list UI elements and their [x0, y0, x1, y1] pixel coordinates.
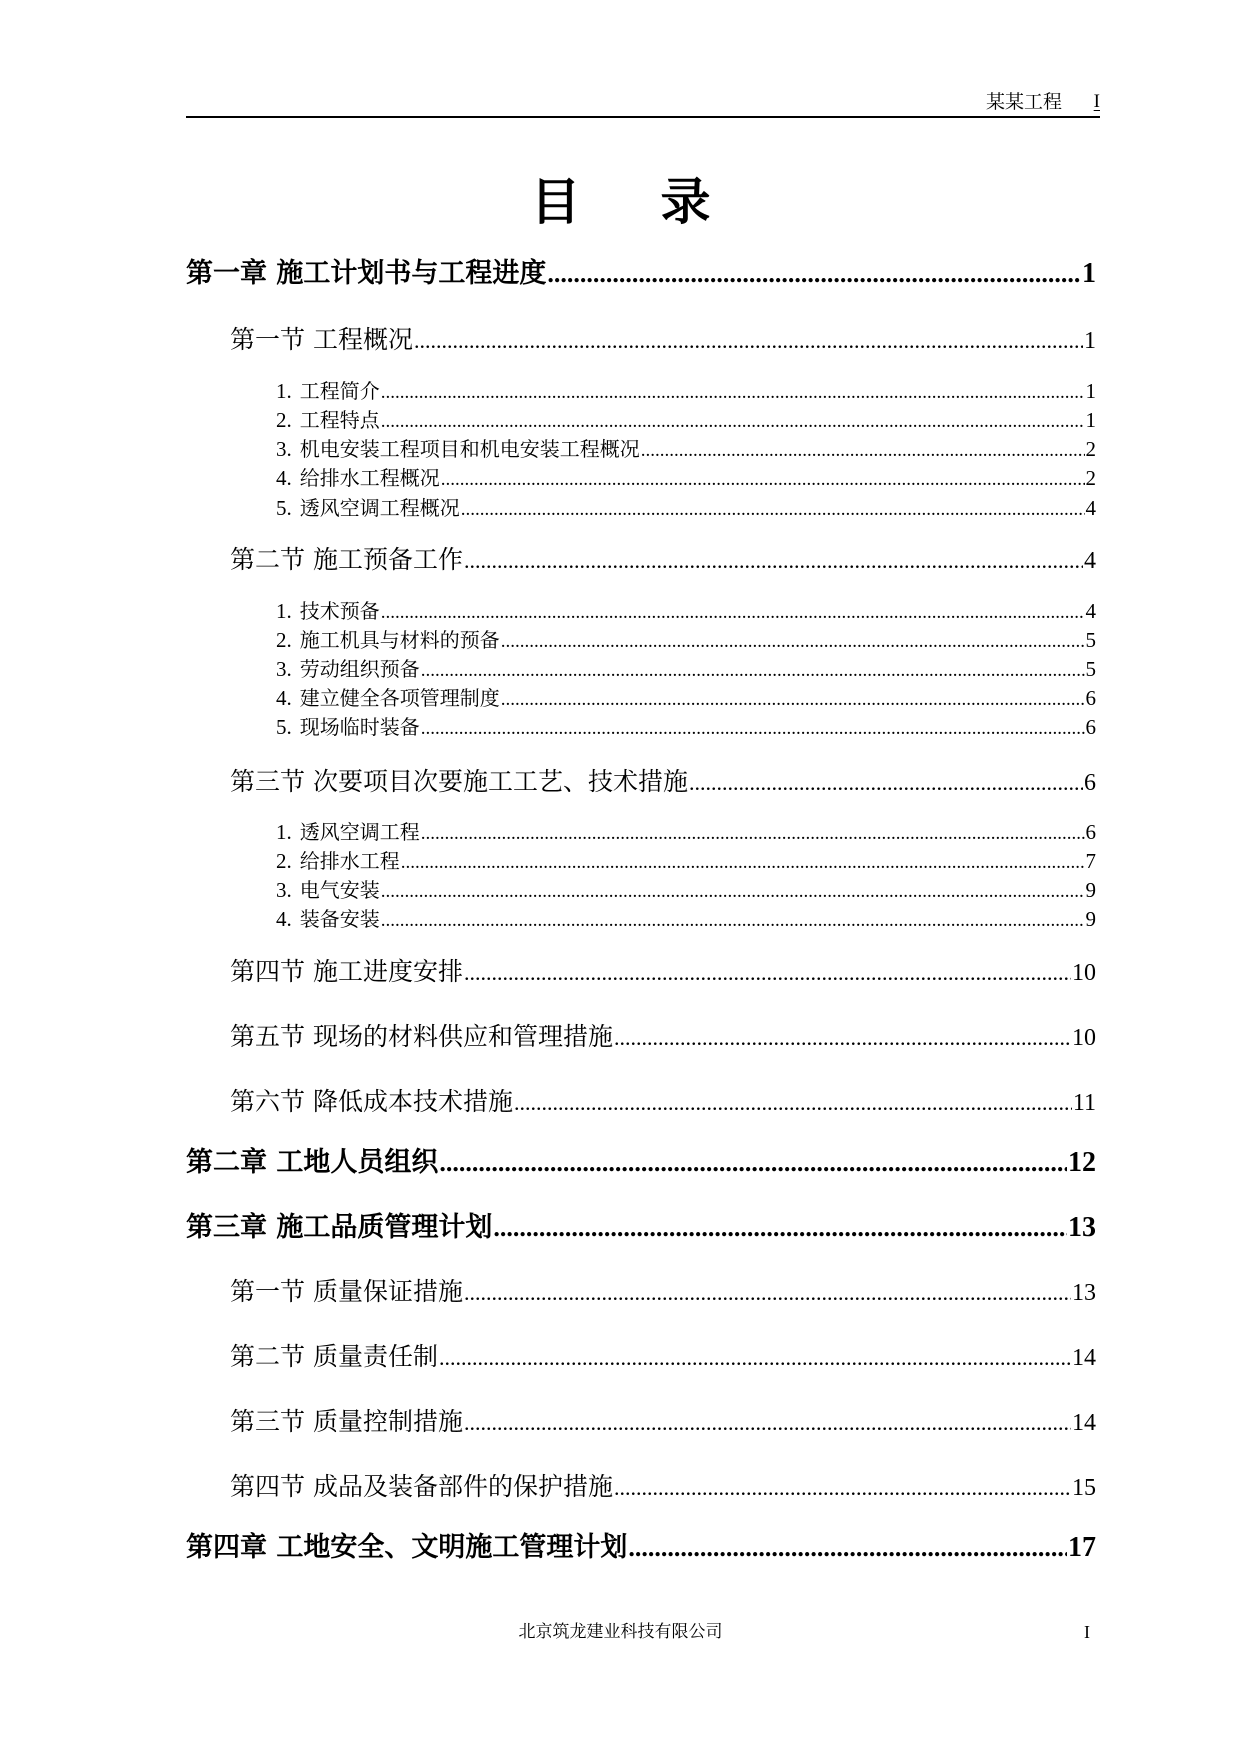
toc-entry-page-number: 12	[1068, 1147, 1096, 1178]
toc-entry-level-2[interactable]	[230, 1020, 1096, 1055]
toc-entry-page-number: 5	[1085, 657, 1096, 681]
toc-entry-label	[230, 1340, 438, 1374]
toc-entry-number: 5.	[276, 715, 292, 739]
toc-entry-text: 第三节 次要项目次要施工工艺、技术措施	[230, 767, 688, 796]
toc-entry-label	[276, 847, 400, 875]
toc-entry-text: 透风空调工程概况	[299, 496, 460, 520]
toc-entry-level-3[interactable]	[276, 406, 1096, 436]
toc-entry-text: 第三节 质量控制措施	[230, 1407, 463, 1436]
toc-dot-leader	[614, 1021, 1071, 1055]
toc-dot-leader	[421, 657, 1085, 685]
toc-dot-leader	[464, 1276, 1071, 1310]
toc-entry-level-3[interactable]	[276, 464, 1096, 494]
toc-entry-level-3[interactable]	[276, 876, 1096, 906]
header-page-number: I	[1093, 91, 1100, 112]
toc-dot-leader	[439, 1145, 1067, 1181]
toc-entry-text: 工程特点	[299, 408, 380, 432]
toc-dot-leader	[441, 466, 1085, 494]
toc-entry-number: 3.	[276, 878, 292, 902]
toc-entry-number: 5.	[276, 496, 292, 520]
toc-entry-number: 4.	[276, 466, 292, 490]
toc-dot-leader	[547, 256, 1081, 292]
toc-entry-level-3[interactable]	[276, 494, 1096, 524]
toc-entry-text: 技术预备	[299, 599, 380, 623]
toc-entry-text: 电气安装	[299, 878, 380, 902]
toc-entry-label	[230, 323, 413, 357]
toc-entry-page-number: 9	[1085, 907, 1096, 931]
toc-dot-leader	[493, 1210, 1067, 1246]
toc-entry-text: 机电安装工程项目和机电安装工程概况	[299, 437, 640, 461]
toc-entry-page-number: 13	[1068, 1212, 1096, 1243]
toc-dot-leader	[501, 628, 1085, 656]
toc-entry-level-1[interactable]	[186, 256, 1096, 292]
toc-entry-label	[230, 955, 463, 989]
toc-entry-label	[230, 1275, 463, 1309]
toc-entry-label	[230, 1085, 513, 1119]
toc-entry-label	[230, 1405, 463, 1439]
toc-entry-level-3[interactable]	[276, 847, 1096, 877]
toc-entry-text: 第二章 工地人员组织	[186, 1147, 439, 1178]
toc-dot-leader	[464, 956, 1071, 990]
toc-entry-text: 透风空调工程	[299, 820, 420, 844]
toc-entry-text: 第一节 质量保证措施	[230, 1277, 463, 1306]
toc-entry-page-number: 1	[1082, 258, 1096, 289]
toc-entry-label	[186, 256, 546, 292]
toc-entry-level-2[interactable]	[230, 1340, 1096, 1375]
toc-entry-label	[276, 494, 460, 522]
toc-entry-level-3[interactable]	[276, 818, 1096, 848]
toc-entry-page-number: 5	[1085, 628, 1096, 652]
toc-entry-text: 建立健全各项管理制度	[299, 686, 500, 710]
toc-entry-text: 第四章 工地安全、文明施工管理计划	[186, 1532, 628, 1563]
toc-entry-label	[276, 435, 640, 463]
toc-entry-level-3[interactable]	[276, 597, 1096, 627]
toc-entry-page-number: 6	[1084, 770, 1096, 796]
toc-entry-label	[230, 1470, 613, 1504]
toc-entry-text: 工程简介	[299, 379, 380, 403]
toc-entry-label	[276, 818, 420, 846]
toc-entry-level-2[interactable]	[230, 543, 1096, 578]
toc-dot-leader	[689, 766, 1083, 800]
toc-dot-leader	[414, 324, 1083, 358]
toc-entry-level-1[interactable]	[186, 1530, 1096, 1566]
toc-entry-text: 第三章 施工品质管理计划	[186, 1212, 493, 1243]
toc-entry-page-number: 10	[1072, 960, 1096, 986]
toc-dot-leader	[514, 1086, 1072, 1120]
toc-entry-label	[276, 905, 380, 933]
toc-entry-text: 给排水工程概况	[299, 466, 440, 490]
toc-entry-page-number: 6	[1085, 715, 1096, 739]
toc-entry-level-2[interactable]	[230, 765, 1096, 800]
toc-dot-leader	[614, 1471, 1071, 1505]
toc-dot-leader	[381, 379, 1085, 407]
toc-entry-page-number: 6	[1085, 820, 1096, 844]
toc-entry-label	[276, 626, 500, 654]
toc-entry-text: 现场临时装备	[299, 715, 420, 739]
toc-dot-leader	[641, 437, 1085, 465]
toc-entry-number: 2.	[276, 628, 292, 652]
toc-entry-page-number: 4	[1084, 548, 1096, 574]
toc-entry-text: 给排水工程	[299, 849, 400, 873]
toc-dot-leader	[501, 686, 1085, 714]
toc-entry-number: 2.	[276, 849, 292, 873]
toc-entry-level-3[interactable]	[276, 435, 1096, 465]
toc-entry-level-2[interactable]	[230, 955, 1096, 990]
toc-entry-page-number: 2	[1085, 466, 1096, 490]
toc-entry-page-number: 14	[1072, 1410, 1096, 1436]
toc-entry-page-number: 2	[1085, 437, 1096, 461]
toc-entry-level-2[interactable]	[230, 1470, 1096, 1505]
toc-entry-number: 3.	[276, 657, 292, 681]
toc-entry-text: 第四节 施工进度安排	[230, 957, 463, 986]
toc-entry-level-3[interactable]	[276, 377, 1096, 407]
toc-entry-text: 第二节 质量责任制	[230, 1342, 438, 1371]
toc-entry-level-2[interactable]	[230, 1405, 1096, 1440]
toc-entry-page-number: 15	[1072, 1475, 1096, 1501]
toc-entry-page-number: 4	[1085, 496, 1096, 520]
toc-dot-leader	[461, 496, 1085, 524]
toc-entry-text: 第四节 成品及装备部件的保护措施	[230, 1472, 613, 1501]
header-project-name: 某某工程	[985, 91, 1062, 113]
toc-dot-leader	[381, 599, 1085, 627]
toc-dot-leader	[381, 878, 1085, 906]
toc-dot-leader	[421, 715, 1085, 743]
toc-entry-page-number: 1	[1084, 328, 1096, 354]
toc-entry-label	[276, 464, 440, 492]
toc-dot-leader	[421, 820, 1085, 848]
toc-entry-text: 装备安装	[299, 907, 380, 931]
toc-entry-label	[276, 406, 380, 434]
toc-dot-leader	[628, 1530, 1067, 1566]
toc-entry-page-number: 13	[1072, 1280, 1096, 1306]
toc-entry-number: 2.	[276, 408, 292, 432]
toc-entry-text: 第一节 工程概况	[230, 325, 413, 354]
toc-entry-page-number: 17	[1068, 1532, 1096, 1563]
toc-entry-label	[276, 655, 420, 683]
toc-entry-label	[186, 1210, 492, 1246]
toc-entry-page-number: 9	[1085, 878, 1096, 902]
toc-entry-page-number: 1	[1085, 379, 1096, 403]
toc-entry-label	[276, 876, 380, 904]
toc-entry-page-number: 14	[1072, 1345, 1096, 1371]
toc-entry-level-1[interactable]	[186, 1145, 1096, 1181]
toc-entry-page-number: 6	[1085, 686, 1096, 710]
toc-entry-number: 4.	[276, 686, 292, 710]
toc-entry-page-number: 7	[1085, 849, 1096, 873]
toc-entry-number: 4.	[276, 907, 292, 931]
toc-entry-text: 第一章 施工计划书与工程进度	[186, 258, 547, 289]
toc-entry-page-number: 11	[1072, 1090, 1096, 1116]
toc-entry-label	[276, 713, 420, 741]
toc-entry-page-number: 10	[1072, 1025, 1096, 1051]
toc-dot-leader	[381, 408, 1085, 436]
toc-entry-text: 第五节 现场的材料供应和管理措施	[230, 1022, 613, 1051]
toc-entry-page-number: 1	[1085, 408, 1096, 432]
toc-entry-text: 劳动组织预备	[299, 657, 420, 681]
toc-entry-level-1[interactable]	[186, 1210, 1096, 1246]
toc-entry-level-3[interactable]	[276, 626, 1096, 656]
toc-entry-number: 1.	[276, 820, 292, 844]
toc-entry-label	[276, 377, 380, 405]
toc-entry-text: 第六节 降低成本技术措施	[230, 1087, 513, 1116]
toc-entry-level-2[interactable]	[230, 323, 1096, 358]
toc-entry-label	[276, 684, 500, 712]
toc-entry-label	[230, 543, 463, 577]
toc-entry-level-3[interactable]	[276, 713, 1096, 743]
toc-entry-level-2[interactable]	[230, 1085, 1096, 1120]
toc-entry-label	[186, 1145, 438, 1181]
toc-dot-leader	[401, 849, 1085, 877]
toc-entry-level-3[interactable]	[276, 655, 1096, 685]
page-footer	[0, 1618, 1241, 1646]
toc-entry-number: 1.	[276, 379, 292, 403]
toc-entry-text: 施工机具与材料的预备	[299, 628, 500, 652]
toc-title: 目录	[530, 173, 791, 231]
toc-entry-label	[186, 1530, 627, 1566]
toc-dot-leader	[464, 1406, 1071, 1440]
toc-entry-level-3[interactable]	[276, 905, 1096, 935]
toc-entry-label	[230, 1020, 613, 1054]
toc-dot-leader	[381, 907, 1085, 935]
toc-entry-level-2[interactable]	[230, 1275, 1096, 1310]
toc-entry-text: 第二节 施工预备工作	[230, 545, 463, 574]
toc-entry-label	[230, 765, 688, 799]
toc-entry-page-number: 4	[1085, 599, 1096, 623]
toc-dot-leader	[464, 544, 1083, 578]
toc-entry-level-3[interactable]	[276, 684, 1096, 714]
toc-entry-number: 1.	[276, 599, 292, 623]
toc-dot-leader	[439, 1341, 1071, 1375]
footer-page-number: I	[1084, 1622, 1090, 1642]
toc-entry-number: 3.	[276, 437, 292, 461]
footer-company-name: 北京筑龙建业科技有限公司	[518, 1622, 723, 1642]
toc-entry-label	[276, 597, 380, 625]
